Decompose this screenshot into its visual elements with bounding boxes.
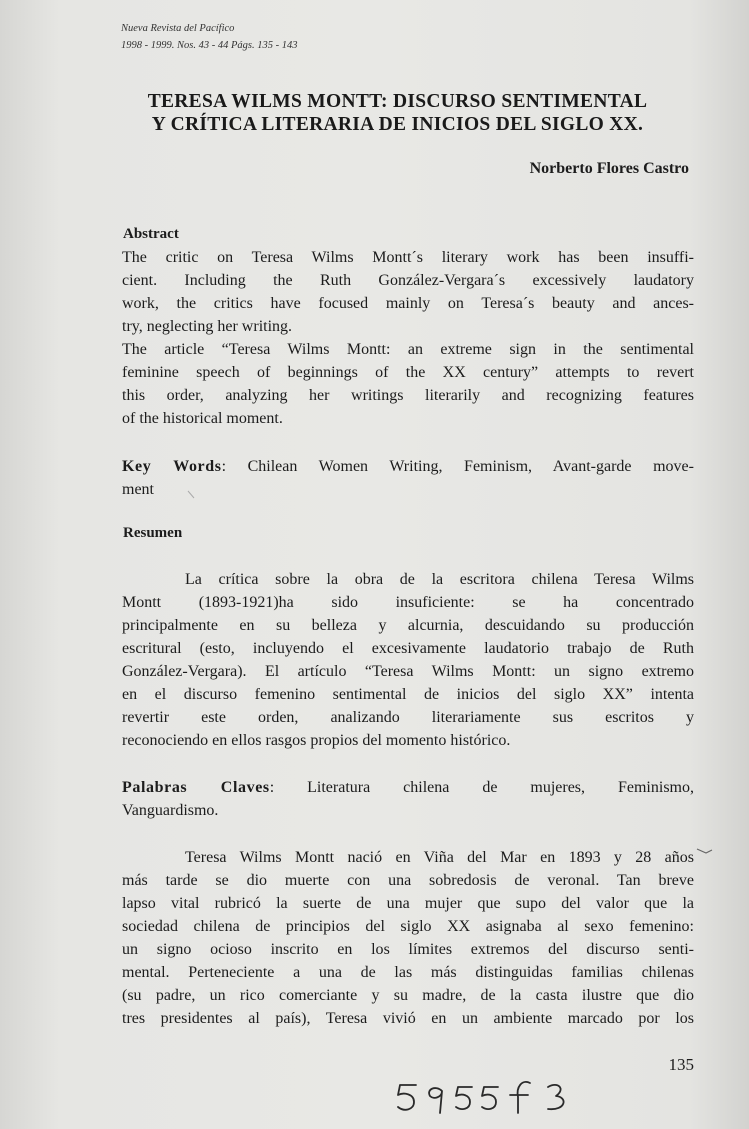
text-line: más tarde se dio muerte con una sobredosis de veronal. Tan breve <box>122 872 694 889</box>
article-author: Norberto Flores Castro <box>529 160 689 177</box>
text-line: feminine speech of beginnings of the XX century” attempts to revert <box>122 364 694 381</box>
abstract-heading: Abstract <box>123 226 179 242</box>
palabras-continuation: Vanguardismo. <box>122 802 219 819</box>
text-line: this order, analyzing her writings literarily and recognizing features <box>122 387 694 404</box>
text-line: The critic on Teresa Wilms Montt´s literary work has been insuffi- <box>122 249 694 266</box>
title-line: TERESA WILMS MONTT: DISCURSO SENTIMENTAL <box>147 91 648 112</box>
title-line: Y CRÍTICA LITERARIA DE INICIOS DEL SIGLO XX. <box>151 114 644 135</box>
smudge-mark-icon <box>186 489 198 501</box>
keywords-line <box>122 455 694 478</box>
text-line: lapso vital rubricó la suerte de una mujer que supo del valor que la <box>122 895 694 912</box>
text-line: of the historical moment. <box>122 410 283 427</box>
text-line: Teresa Wilms Montt nació en Viña del Mar en 1893 y 28 años <box>185 849 694 866</box>
text-line: La crítica sobre la obra de la escritora chilena Teresa Wilms <box>185 571 694 588</box>
text-line: principalmente en su belleza y alcurnia, descuidando su producción <box>122 617 694 634</box>
text-line: The article “Teresa Wilms Montt: an extreme sign in the sentimental <box>122 341 694 358</box>
pencil-mark-icon <box>696 846 714 860</box>
palabras-text: : Literatura chilena de mujeres, Feminismo, <box>269 779 694 796</box>
journal-name: Nueva Revista del Pacífico <box>121 23 235 34</box>
text-line: reconociendo en ellos rasgos propios del momento histórico. <box>122 732 511 749</box>
text-line: cient. Including the Ruth González-Vergara´s excessively laudatory <box>122 272 694 289</box>
text-line: Montt (1893-1921)ha sido insuficiente: se ha concentrado <box>122 594 694 611</box>
keywords-continuation: ment <box>122 481 154 498</box>
text-line: work, the critics have focused mainly on Teresa´s beauty and ances- <box>122 295 694 312</box>
keywords-label: Key Words <box>122 458 222 475</box>
text-line: try, neglecting her writing. <box>122 318 293 335</box>
journal-issue: 1998 - 1999. Nos. 43 - 44 Págs. 135 - 143 <box>121 40 298 51</box>
article-title <box>100 90 695 136</box>
palabras-label: Palabras Claves <box>122 779 270 796</box>
palabras-line <box>122 776 694 799</box>
palabras-block <box>122 776 694 822</box>
handwritten-note <box>390 1075 590 1120</box>
body-text <box>122 846 694 1030</box>
text-line: mental. Perteneciente a una de las más distinguidas familias chilenas <box>122 964 694 981</box>
text-line: en el discurso femenino sentimental de inicios del siglo XX” intenta <box>122 686 694 703</box>
keywords-text: : Chilean Women Writing, Feminism, Avant-garde move- <box>221 458 694 475</box>
text-line: escritural (esto, incluyendo el excesivamente laudatorio trabajo de Ruth <box>122 640 694 657</box>
resumen-text <box>122 568 694 752</box>
text-line: (su padre, un rico comerciante y su madre, de la casta ilustre que dio <box>122 987 694 1004</box>
page-number: 135 <box>668 1055 694 1074</box>
journal-header <box>121 20 297 54</box>
text-line: revertir este orden, analizando literariamente sus escritos y <box>122 709 694 726</box>
resumen-heading: Resumen <box>123 525 183 541</box>
abstract-text <box>122 246 694 430</box>
text-line: González-Vergara). El artículo “Teresa Wilms Montt: un signo extremo <box>122 663 694 680</box>
text-line: tres presidentes al país), Teresa vivió en un ambiente marcado por los <box>122 1010 694 1027</box>
text-line: sociedad chilena de principios del siglo XX asignaba al sexo femenino: <box>122 918 694 935</box>
text-line: un signo ocioso inscrito en los límites extremos del discurso senti- <box>122 941 694 958</box>
keywords-block <box>122 455 694 501</box>
